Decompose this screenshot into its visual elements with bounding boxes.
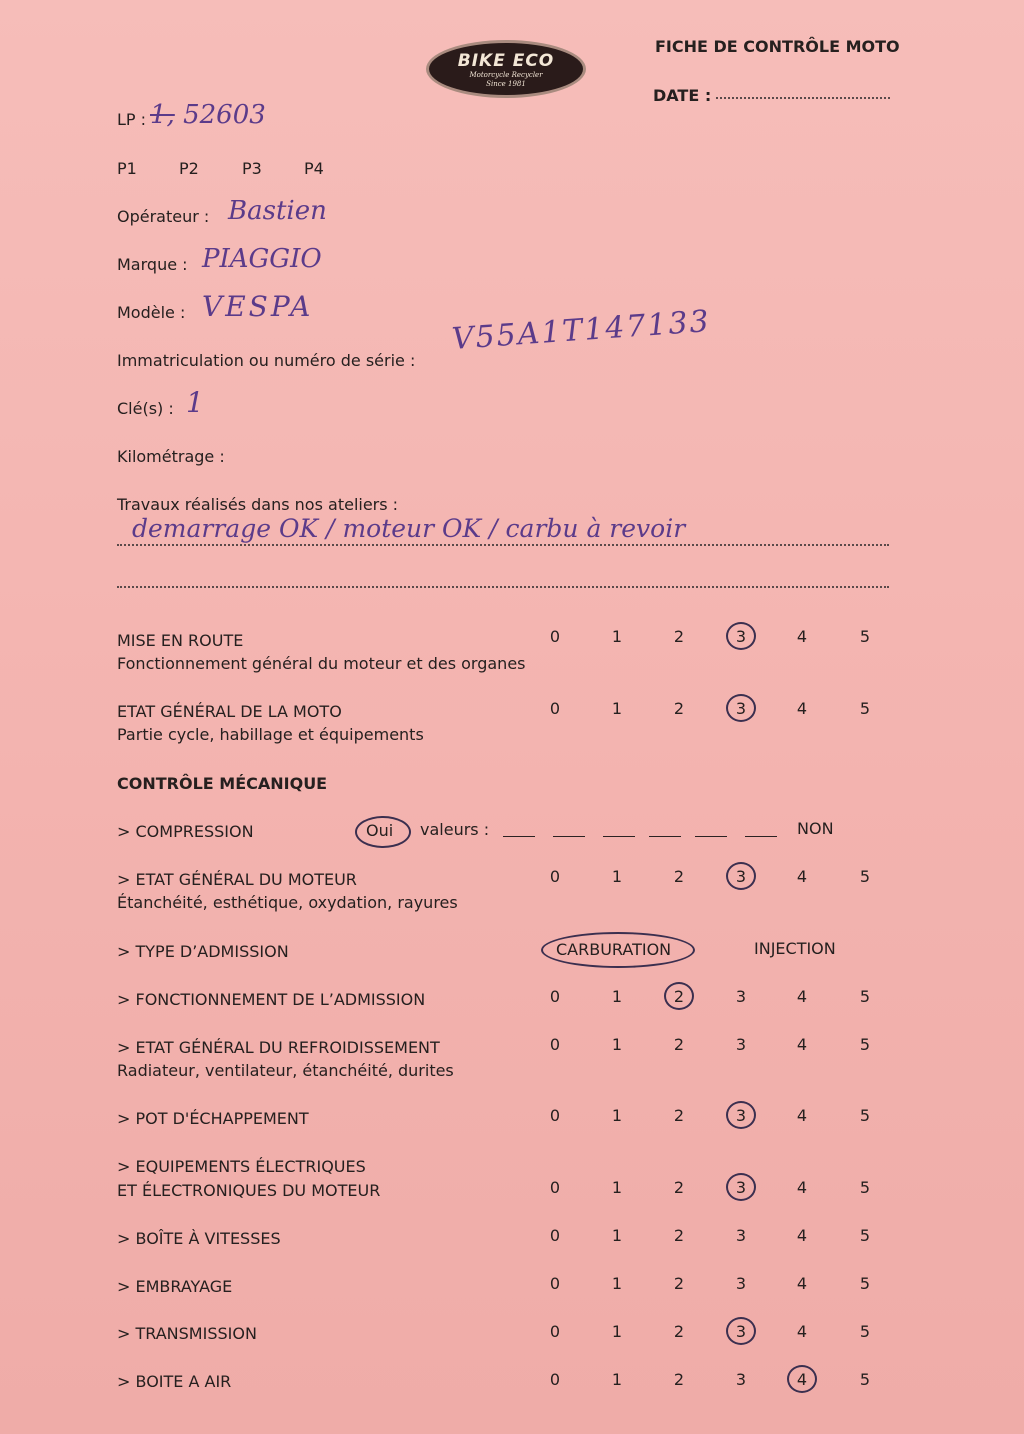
selection-circle <box>726 1173 756 1201</box>
compression-label: > COMPRESSION <box>117 822 254 841</box>
rating-title: > ETAT GÉNÉRAL DU REFROIDISSEMENT <box>117 1038 440 1057</box>
rating-option-1[interactable]: 1 <box>611 1370 623 1389</box>
rating-option-2[interactable]: 2 <box>673 1226 685 1245</box>
brand-label: Marque : <box>117 255 188 274</box>
rating-option-0[interactable]: 0 <box>549 1226 561 1245</box>
rating-option-1[interactable]: 1 <box>611 699 623 718</box>
brand-value[interactable]: PIAGGIO <box>202 244 322 274</box>
works-line-1 <box>117 544 889 546</box>
rating-option-1[interactable]: 1 <box>611 1274 623 1293</box>
rating-option-1[interactable]: 1 <box>611 1178 623 1197</box>
operator-label: Opérateur : <box>117 207 210 226</box>
rating-title: > EQUIPEMENTS ÉLECTRIQUES <box>117 1157 366 1176</box>
rating-option-1[interactable]: 1 <box>611 627 623 646</box>
compression-value-blank[interactable] <box>553 836 585 837</box>
rating-option-5[interactable]: 5 <box>859 1370 871 1389</box>
compression-value-blank[interactable] <box>649 836 681 837</box>
rating-option-1[interactable]: 1 <box>611 987 623 1006</box>
rating-option-2[interactable]: 2 <box>673 1274 685 1293</box>
logo-brand: BIKE ECO <box>457 51 555 71</box>
rating-option-4[interactable]: 4 <box>796 1322 808 1341</box>
rating-option-0[interactable]: 0 <box>549 699 561 718</box>
mechanical-section-title: CONTRÔLE MÉCANIQUE <box>117 774 328 793</box>
rating-option-3[interactable]: 3 <box>735 699 747 718</box>
rating-option-1[interactable]: 1 <box>611 1226 623 1245</box>
p4-option[interactable]: P4 <box>304 159 324 178</box>
intake-carburation[interactable]: CARBURATION <box>556 940 672 959</box>
rating-option-4[interactable]: 4 <box>796 699 808 718</box>
rating-option-1[interactable]: 1 <box>611 1322 623 1341</box>
date-field[interactable] <box>716 97 890 99</box>
rating-option-2[interactable]: 2 <box>673 1370 685 1389</box>
rating-option-0[interactable]: 0 <box>549 1106 561 1125</box>
selection-circle <box>726 1317 756 1345</box>
rating-option-2[interactable]: 2 <box>673 867 685 886</box>
rating-option-4[interactable]: 4 <box>796 1035 808 1054</box>
rating-option-1[interactable]: 1 <box>611 1106 623 1125</box>
selection-circle <box>726 1101 756 1129</box>
rating-option-3[interactable]: 3 <box>735 987 747 1006</box>
rating-option-0[interactable]: 0 <box>549 867 561 886</box>
rating-title: > TRANSMISSION <box>117 1324 257 1343</box>
logo-since: Since 1981 <box>486 80 526 88</box>
rating-option-0[interactable]: 0 <box>549 1274 561 1293</box>
rating-option-5[interactable]: 5 <box>859 627 871 646</box>
rating-option-3[interactable]: 3 <box>735 1274 747 1293</box>
rating-title: > FONCTIONNEMENT DE L’ADMISSION <box>117 990 426 1009</box>
rating-option-0[interactable]: 0 <box>549 1178 561 1197</box>
p2-option[interactable]: P2 <box>179 159 199 178</box>
model-label: Modèle : <box>117 303 186 322</box>
rating-option-0[interactable]: 0 <box>549 987 561 1006</box>
rating-title-line2: ET ÉLECTRONIQUES DU MOTEUR <box>117 1181 381 1200</box>
rating-title: > EMBRAYAGE <box>117 1277 233 1296</box>
rating-option-5[interactable]: 5 <box>859 1178 871 1197</box>
rating-option-0[interactable]: 0 <box>549 1370 561 1389</box>
rating-option-5[interactable]: 5 <box>859 1035 871 1054</box>
rating-title: ETAT GÉNÉRAL DE LA MOTO <box>117 702 342 721</box>
rating-option-3[interactable]: 3 <box>735 1226 747 1245</box>
rating-title: > BOITE A AIR <box>117 1372 232 1391</box>
rating-subtitle: Fonctionnement général du moteur et des organes <box>117 654 526 673</box>
rating-option-5[interactable]: 5 <box>859 987 871 1006</box>
rating-subtitle: Partie cycle, habillage et équipements <box>117 725 424 744</box>
rating-option-5[interactable]: 5 <box>859 1106 871 1125</box>
keys-label: Clé(s) : <box>117 399 174 418</box>
lp-value[interactable] <box>150 100 266 130</box>
serial-value[interactable]: V55A1T147133 <box>450 303 712 357</box>
selection-circle <box>664 982 694 1010</box>
p3-option[interactable]: P3 <box>242 159 262 178</box>
rating-option-4[interactable]: 4 <box>796 987 808 1006</box>
rating-option-5[interactable]: 5 <box>859 699 871 718</box>
rating-option-3[interactable]: 3 <box>735 1035 747 1054</box>
compression-value-blank[interactable] <box>745 836 777 837</box>
selection-circle <box>726 622 756 650</box>
rating-option-3[interactable]: 3 <box>735 867 747 886</box>
rating-option-2[interactable]: 2 <box>673 1106 685 1125</box>
bike-eco-logo <box>426 40 586 98</box>
rating-title: > ETAT GÉNÉRAL DU MOTEUR <box>117 870 357 889</box>
rating-option-5[interactable]: 5 <box>859 1226 871 1245</box>
serial-label: Immatriculation ou numéro de série : <box>117 351 416 370</box>
rating-subtitle: Étanchéité, esthétique, oxydation, rayures <box>117 893 458 912</box>
works-label: Travaux réalisés dans nos ateliers : <box>117 495 399 514</box>
selection-circle <box>787 1365 817 1393</box>
rating-option-0[interactable]: 0 <box>549 1322 561 1341</box>
rating-title: MISE EN ROUTE <box>117 631 244 650</box>
works-line-2[interactable] <box>117 586 889 588</box>
compression-value-blank[interactable] <box>503 836 535 837</box>
rating-subtitle: Radiateur, ventilateur, étanchéité, durites <box>117 1061 454 1080</box>
rating-option-5[interactable]: 5 <box>859 1274 871 1293</box>
model-value[interactable]: VESPA <box>202 290 314 323</box>
rating-option-4[interactable]: 4 <box>796 1178 808 1197</box>
date-label: DATE : <box>653 86 712 105</box>
operator-value[interactable]: Bastien <box>228 196 327 226</box>
selection-circle <box>726 694 756 722</box>
selection-circle <box>726 862 756 890</box>
keys-value[interactable]: 1 <box>186 386 204 419</box>
rating-option-2[interactable]: 2 <box>673 1322 685 1341</box>
rating-title: > BOÎTE À VITESSES <box>117 1229 281 1248</box>
rating-option-2[interactable]: 2 <box>673 1035 685 1054</box>
form-title: FICHE DE CONTRÔLE MOTO <box>655 37 900 56</box>
compression-yes[interactable]: Oui <box>366 821 394 840</box>
rating-option-5[interactable]: 5 <box>859 1322 871 1341</box>
mileage-label: Kilométrage : <box>117 447 225 466</box>
rating-option-4[interactable]: 4 <box>796 1370 808 1389</box>
rating-option-2[interactable]: 2 <box>673 987 685 1006</box>
rating-option-3[interactable]: 3 <box>735 1370 747 1389</box>
rating-option-0[interactable]: 0 <box>549 627 561 646</box>
logo-tagline: Motorcycle Recycler <box>469 71 543 79</box>
lp-label: LP : <box>117 110 147 129</box>
rating-option-3[interactable]: 3 <box>735 627 747 646</box>
rating-option-4[interactable]: 4 <box>796 1226 808 1245</box>
rating-option-2[interactable]: 2 <box>673 1178 685 1197</box>
lp-strike: 1, <box>150 100 175 130</box>
rating-option-4[interactable]: 4 <box>796 1274 808 1293</box>
compression-value-blank[interactable] <box>603 836 635 837</box>
rating-title: > POT D'ÉCHAPPEMENT <box>117 1109 309 1128</box>
lp-number: 52603 <box>183 100 266 130</box>
rating-option-4[interactable]: 4 <box>796 1106 808 1125</box>
intake-injection[interactable]: INJECTION <box>754 939 836 958</box>
compression-values-label: valeurs : <box>420 820 490 839</box>
rating-option-3[interactable]: 3 <box>735 1178 747 1197</box>
compression-value-blank[interactable] <box>695 836 727 837</box>
rating-option-2[interactable]: 2 <box>673 699 685 718</box>
rating-option-1[interactable]: 1 <box>611 867 623 886</box>
rating-option-1[interactable]: 1 <box>611 1035 623 1054</box>
rating-option-2[interactable]: 2 <box>673 627 685 646</box>
rating-option-3[interactable]: 3 <box>735 1106 747 1125</box>
intake-type-label: > TYPE D’ADMISSION <box>117 942 289 961</box>
works-value[interactable]: demarrage OK / moteur OK / carbu à revoir <box>132 514 686 543</box>
rating-option-5[interactable]: 5 <box>859 867 871 886</box>
compression-no[interactable]: NON <box>797 819 834 838</box>
rating-option-4[interactable]: 4 <box>796 627 808 646</box>
p1-option[interactable]: P1 <box>117 159 137 178</box>
rating-option-3[interactable]: 3 <box>735 1322 747 1341</box>
rating-option-4[interactable]: 4 <box>796 867 808 886</box>
rating-option-0[interactable]: 0 <box>549 1035 561 1054</box>
